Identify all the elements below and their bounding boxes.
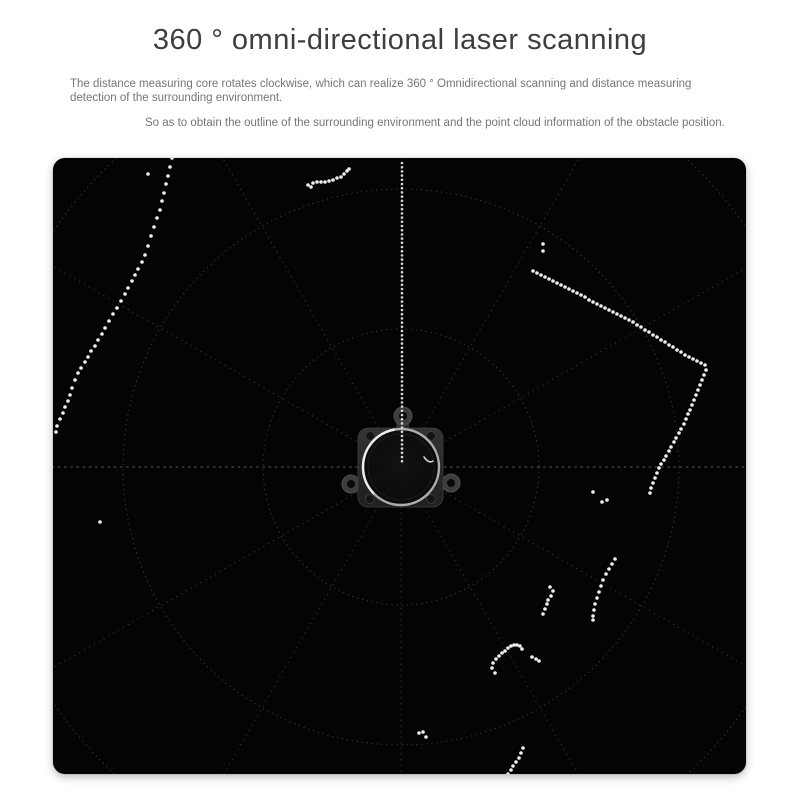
page-title: 360 ° omni-directional laser scanning (152, 24, 648, 56)
description-secondary: So as to obtain the outline of the surrounding environment and the point cloud information of the obstacle position. (145, 117, 725, 129)
point-cloud-cluster-pair-dots-upper-right (541, 242, 545, 253)
point-cloud-cluster-lower-right-segment-b (591, 557, 617, 622)
lidar-scan-panel (53, 158, 746, 774)
point-cloud-cluster-right-wall-upper (531, 269, 707, 367)
point-cloud-cluster-isolated-dot-top-left (146, 172, 150, 176)
point-cloud-cluster-top-arc-obstacle (306, 167, 351, 189)
point-cloud-cluster-right-wall-descent (648, 368, 708, 495)
point-cloud-cluster-isolated-dot-lower-left (98, 520, 102, 524)
point-cloud-cluster-trio-dots-right-of-arc (530, 655, 541, 663)
point-cloud-cluster-trio-dots-mid-right (591, 490, 609, 504)
point-cloud-cluster-lower-right-segment-a (541, 585, 555, 616)
point-cloud-cluster-bottom-diagonal-segment (506, 746, 525, 774)
description-primary: The distance measuring core rotates clockwise, which can realize 360 ° Omnidirectional scanning and distance measuring detection of the surrounding environment. (70, 78, 692, 104)
point-cloud-cluster-j-arc-obstacle (490, 643, 524, 675)
point-cloud-cluster-left-wall (54, 158, 174, 434)
lidar-scan-visualization (53, 158, 746, 774)
point-cloud-cluster-trio-dots-bottom-center (417, 730, 428, 739)
